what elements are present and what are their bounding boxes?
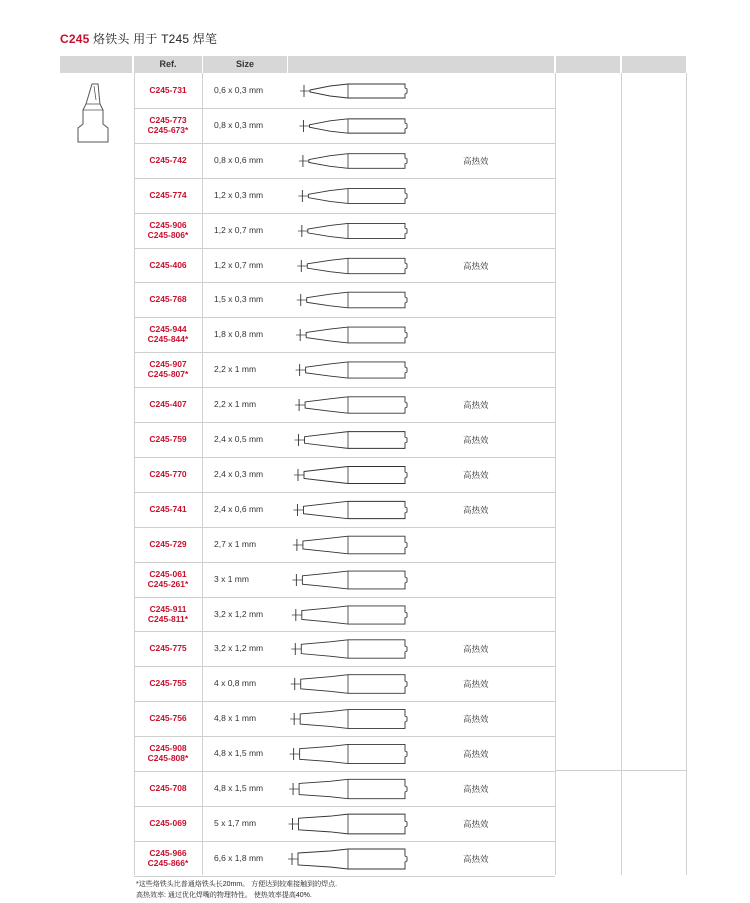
tip-ref	[135, 115, 201, 135]
high-efficiency-note: 高热效	[463, 644, 489, 655]
tip-drawing	[280, 353, 420, 387]
footnote-long-tips: *这些烙铁头比普通烙铁头长20mm。 方便达到较难接触到的焊点.	[136, 881, 338, 888]
tip-ref	[135, 359, 201, 379]
tip-ref-primary: C245-061	[149, 568, 187, 579]
high-efficiency-note: 高热效	[463, 260, 489, 271]
tip-size: 1,2 x 0,3 mm	[214, 189, 264, 200]
tip-drawing	[280, 423, 420, 457]
tip-size: 0,8 x 0,6 mm	[214, 154, 264, 165]
tip-ref	[135, 504, 201, 514]
tip-ref-long: C245-806*	[147, 229, 189, 240]
header-divider	[202, 56, 203, 73]
header-size: Size	[235, 59, 254, 69]
tip-ref	[135, 848, 201, 868]
tip-ref	[135, 678, 201, 688]
high-efficiency-note: 高热效	[463, 400, 489, 411]
tip-ref	[135, 469, 201, 479]
tip-size: 2,4 x 0,3 mm	[214, 468, 264, 479]
tip-size: 3,2 x 1,2 mm	[214, 608, 264, 619]
tip-ref-long: C245-673*	[147, 124, 189, 135]
tip-size: 2,2 x 1 mm	[214, 399, 257, 410]
page-title	[60, 30, 217, 47]
tip-ref	[135, 818, 201, 828]
row-divider	[134, 876, 555, 877]
tip-ref-primary: C245-755	[149, 678, 187, 689]
tip-drawing	[280, 598, 420, 632]
header-divider	[287, 56, 288, 73]
tip-ref-primary: C245-911	[149, 603, 187, 614]
tip-ref-primary: C245-907	[149, 359, 187, 370]
tip-ref-primary: C245-069	[149, 817, 187, 828]
tip-drawing	[280, 388, 420, 422]
tip-drawing	[280, 249, 420, 283]
tip-ref-primary: C245-729	[149, 538, 187, 549]
tip-ref	[135, 539, 201, 549]
tip-size: 1,2 x 0,7 mm	[214, 224, 264, 235]
tip-size: 2,4 x 0,5 mm	[214, 434, 264, 444]
tip-size: 1,2 x 0,7 mm	[214, 259, 264, 270]
high-efficiency-note: 高热效	[463, 853, 489, 864]
high-efficiency-note: 高热效	[463, 679, 489, 690]
tip-size: 2,2 x 1 mm	[214, 364, 257, 375]
tip-ref	[135, 743, 201, 763]
tip-ref	[135, 569, 201, 589]
tip-ref	[135, 604, 201, 624]
tip-ref-primary: C245-742	[149, 154, 187, 165]
high-efficiency-note: 高热效	[463, 435, 489, 445]
tip-ref	[135, 294, 201, 304]
tip-drawing	[280, 807, 420, 841]
tip-drawing	[280, 667, 420, 701]
tip-ref	[135, 643, 201, 653]
tip-drawing	[280, 144, 420, 178]
tip-size: 3 x 1 mm	[214, 573, 249, 584]
header-bar-left	[60, 56, 132, 73]
tip-size: 2,4 x 0,6 mm	[214, 503, 264, 514]
tip-size: 4,8 x 1,5 mm	[214, 748, 264, 759]
tip-ref-primary: C245-770	[149, 468, 187, 479]
tip-drawing	[280, 283, 420, 317]
tip-ref	[135, 399, 201, 409]
tip-drawing	[280, 179, 420, 213]
tip-size: 4 x 0,8 mm	[214, 678, 257, 689]
tip-size: 1,5 x 0,3 mm	[214, 294, 264, 305]
tip-size: 5 x 1,7 mm	[214, 817, 257, 828]
tip-drawing	[280, 563, 420, 597]
tip-drawing	[280, 528, 420, 562]
tip-size: 3,2 x 1,2 mm	[214, 643, 264, 654]
tip-ref-primary: C245-731	[149, 85, 187, 95]
soldering-tip-icon	[70, 80, 114, 150]
tip-ref	[135, 783, 201, 793]
tip-ref-long: C245-807*	[147, 369, 189, 380]
tip-ref-long: C245-844*	[147, 334, 189, 345]
tip-ref	[135, 324, 201, 344]
table-border	[555, 73, 556, 875]
title-code: C245	[60, 32, 90, 46]
tip-ref	[135, 155, 201, 165]
high-efficiency-note: 高热效	[463, 749, 489, 760]
tip-ref-primary: C245-759	[149, 434, 187, 444]
tip-ref-primary: C245-756	[149, 713, 187, 724]
table-border	[202, 73, 203, 875]
tip-ref-long: C245-808*	[147, 753, 189, 764]
tip-drawing	[280, 702, 420, 736]
tip-ref-primary: C245-406	[149, 259, 187, 270]
table-border	[686, 73, 687, 875]
tip-ref-primary: C245-906	[149, 219, 187, 230]
table-border	[621, 73, 622, 875]
tip-drawing	[280, 109, 420, 143]
tip-drawing	[280, 214, 420, 248]
high-efficiency-note: 高热效	[463, 469, 489, 480]
tip-ref-primary: C245-774	[149, 189, 187, 200]
tip-ref-long: C245-866*	[147, 857, 189, 868]
header-ref: Ref.	[159, 59, 177, 69]
high-efficiency-note: 高热效	[463, 504, 489, 515]
tip-ref-primary: C245-944	[149, 324, 187, 335]
group-divider	[555, 770, 686, 771]
tip-ref-primary: C245-708	[149, 783, 187, 793]
title-text: 烙铁头 用于 T245 焊笔	[89, 32, 218, 46]
tip-drawing	[280, 74, 420, 108]
high-efficiency-note: 高热效	[463, 818, 489, 829]
tip-ref-primary: C245-775	[149, 643, 187, 654]
tip-drawing	[280, 318, 420, 352]
high-efficiency-note: 高热效	[463, 714, 489, 725]
tip-ref	[135, 434, 201, 444]
tip-ref	[135, 260, 201, 270]
tip-ref	[135, 85, 201, 95]
tip-size: 6,6 x 1,8 mm	[214, 852, 264, 863]
tip-ref	[135, 190, 201, 200]
tip-drawing	[280, 842, 420, 876]
tip-ref-primary: C245-768	[149, 294, 187, 305]
header-bar-col8	[622, 56, 686, 73]
tip-size: 1,8 x 0,8 mm	[214, 329, 264, 340]
tip-ref-primary: C245-966	[149, 847, 187, 858]
tip-size: 4,8 x 1 mm	[214, 713, 257, 724]
tip-ref-primary: C245-741	[149, 503, 187, 514]
tip-ref-long: C245-811*	[147, 613, 189, 624]
footnote-high-efficiency: 高热效率: 通过优化焊嘴的物理特性。 使热效率提高40%.	[136, 892, 312, 899]
tip-drawing	[280, 632, 420, 666]
tip-ref	[135, 220, 201, 240]
header-bar-col7	[556, 56, 620, 73]
tip-drawing	[280, 493, 420, 527]
tip-size: 0,6 x 0,3 mm	[214, 85, 264, 95]
tip-drawing	[280, 772, 420, 806]
high-efficiency-note: 高热效	[463, 784, 489, 794]
tip-size: 2,7 x 1 mm	[214, 538, 257, 549]
tip-size: 4,8 x 1,5 mm	[214, 783, 264, 793]
tip-drawing	[280, 458, 420, 492]
tip-size: 0,8 x 0,3 mm	[214, 119, 264, 130]
tip-ref	[135, 713, 201, 723]
tip-ref-primary: C245-908	[149, 743, 187, 754]
tip-ref-long: C245-261*	[147, 578, 189, 589]
tip-ref-primary: C245-773	[149, 114, 187, 125]
tip-drawing	[280, 737, 420, 771]
tip-ref-primary: C245-407	[149, 399, 187, 410]
high-efficiency-note: 高热效	[463, 155, 489, 166]
